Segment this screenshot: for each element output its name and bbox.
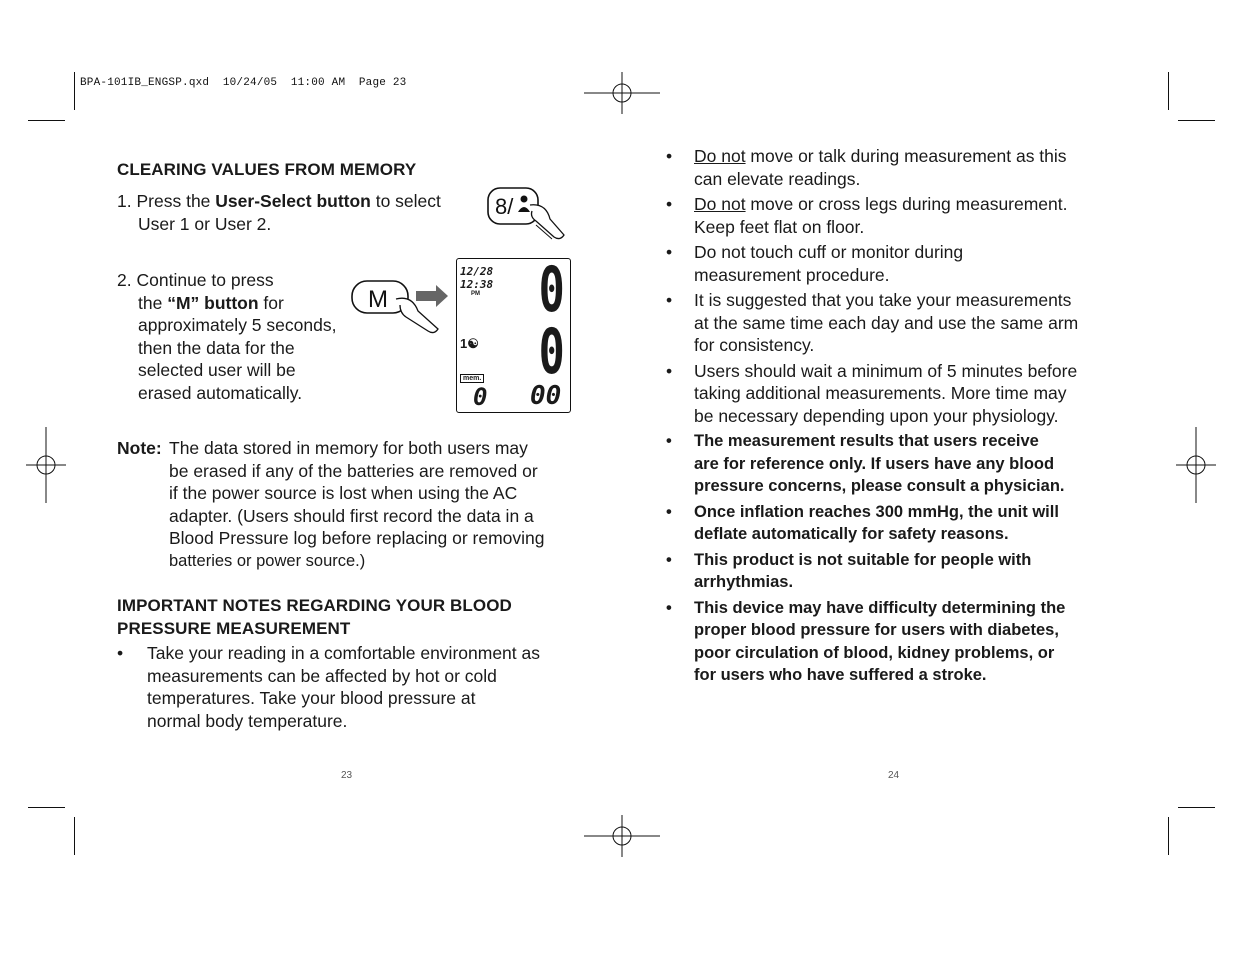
lcd-user-indicator: 1☯: [460, 336, 479, 351]
lcd-mem-digit: 0: [473, 383, 488, 411]
note-line: The data stored in memory for both users may: [169, 438, 528, 458]
registration-mark-left: [26, 427, 66, 503]
step-1: 1. Press the User-Select button to select User 1 or User 2.: [117, 191, 441, 234]
note-line: be erased if any of the batteries are removed or: [169, 460, 538, 481]
registration-mark-top: [584, 72, 660, 114]
page-number-right: 24: [888, 770, 900, 781]
user-icon: ☯: [467, 336, 479, 351]
lcd-date: 12/28: [460, 265, 494, 278]
step-2-number: 2.: [117, 270, 132, 290]
bullet-item-bold: • This product is not suitable for people with arrhythmias.: [666, 550, 1032, 591]
bullet-dot: •: [117, 643, 124, 663]
page-number-left: 23: [341, 770, 353, 781]
step-1-number: 1.: [117, 191, 132, 211]
lcd-systolic-digit: 0: [538, 253, 565, 326]
bullet-item-bold: • The measurement results that users receive are for reference only. If users have any blood pressure concerns, please consult a physician.: [666, 432, 1065, 495]
registration-mark-right: [1176, 427, 1216, 503]
bullet-item: • It is suggested that you take your measurements at the same time each day and use the same arm for consistency.: [666, 290, 1079, 355]
bullet-item: • Do not touch cuff or monitor during measurement procedure.: [666, 242, 964, 285]
registration-mark-bottom: [584, 815, 660, 857]
bullet-item: • Users should wait a minimum of 5 minutes before taking additional measurements. More time may be necessary depending upon your physiology.: [666, 360, 1078, 426]
note-line: if the power source is lost when using the AC: [169, 483, 518, 503]
svg-text:8/: 8/: [495, 194, 514, 219]
lcd-pm: PM: [471, 291, 480, 297]
bullet-item: • Do not move or cross legs during measurement. Keep feet flat on floor.: [666, 194, 1068, 237]
note-line: adapter. (Users should first record the data in a: [169, 505, 534, 526]
note-block: [117, 437, 587, 572]
file-slug: BPA-101IB_ENGSP.qxd 10/24/05 11:00 AM Page 23: [80, 77, 407, 89]
left-bullet-1: • Take your reading in a comfortable environment as measurements can be affected by hot or cold temperatures. Take your blood pressure at normal body temperature.: [117, 643, 540, 731]
m-button-icon: [350, 277, 460, 337]
svg-text:M: M: [368, 286, 388, 313]
lcd-pulse-digits: 00: [530, 381, 562, 411]
note-line: batteries or power source.): [169, 551, 366, 570]
lcd-time: 12:38: [460, 278, 494, 291]
bullet-item: • Do not move or talk during measurement as this can elevate readings.: [666, 146, 1067, 189]
lcd-diastolic-digit: 0: [538, 315, 565, 388]
heading-clearing-values: CLEARING VALUES FROM MEMORY: [117, 160, 417, 179]
right-bullet-list: [666, 145, 1136, 690]
user-select-button-icon: [486, 185, 566, 245]
note-label: Note:: [117, 438, 162, 458]
note-line: Blood Pressure log before replacing or removing: [169, 528, 545, 548]
lcd-mem-label: mem.: [460, 374, 484, 383]
step-2: 2. Continue to press the “M” button for approximately 5 seconds, then the data for the selected user will be erased automatically.: [117, 270, 337, 403]
lcd-display: [456, 253, 571, 413]
heading-important-notes: IMPORTANT NOTES REGARDING YOUR BLOOD PRESSURE MEASUREMENT: [117, 596, 512, 638]
bullet-item-bold: • This device may have difficulty determining the proper blood pressure for users with diabetes, poor circulation of blood, kidney problems, or for users who have suffered a stroke.: [666, 598, 1066, 684]
bullet-item-bold: • Once inflation reaches 300 mmHg, the unit will deflate automatically for safety reasons.: [666, 502, 1059, 543]
